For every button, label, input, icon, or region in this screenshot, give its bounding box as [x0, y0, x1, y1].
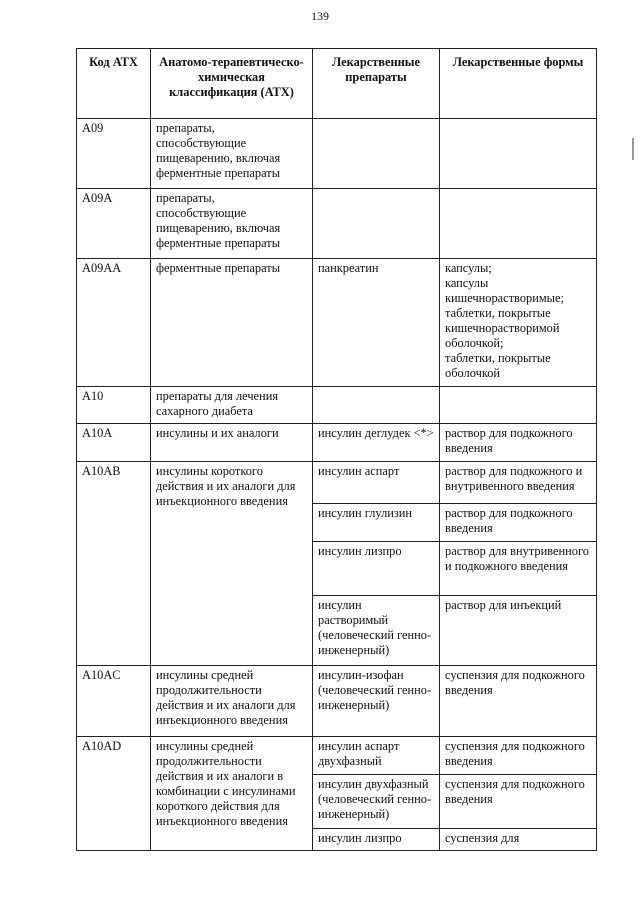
- header-drugs: Лекарственные препараты: [313, 49, 440, 119]
- dosage-form: суспензия для: [440, 829, 597, 851]
- dosage-form: капсулы; капсулы кишечнорастворимые; таблетки, покрытые кишечнорастворимой оболочкой; таблетки, покрытые оболочкой: [440, 259, 597, 387]
- table-row: [77, 189, 597, 259]
- table-row: [77, 666, 597, 737]
- atx-code: A10A: [77, 424, 151, 462]
- scan-edge-mark: [632, 138, 634, 160]
- drug-name: инсулин лизпро: [313, 542, 440, 596]
- dosage-form: раствор для внутривенного и подкожного введения: [440, 542, 597, 596]
- drug-name: инсулин деглудек <*>: [313, 424, 440, 462]
- atx-code: A09AA: [77, 259, 151, 387]
- atx-classification: инсулины средней продолжительности действия и их аналоги в комбинации с инсулинами короткого действия для инъекционного введения: [151, 737, 313, 851]
- dosage-form: [440, 189, 597, 259]
- dosage-form: раствор для инъекций: [440, 596, 597, 666]
- dosage-form: [440, 387, 597, 424]
- atx-classification: препараты для лечения сахарного диабета: [151, 387, 313, 424]
- atx-table: [76, 48, 597, 851]
- atx-classification: инсулины и их аналоги: [151, 424, 313, 462]
- dosage-form: суспензия для подкожного введения: [440, 666, 597, 737]
- table-row: [77, 387, 597, 424]
- dosage-form: [440, 119, 597, 189]
- atx-classification: препараты, способствующие пищеварению, включая ферментные препараты: [151, 189, 313, 259]
- drug-name: [313, 119, 440, 189]
- dosage-form: раствор для подкожного и внутривенного введения: [440, 462, 597, 504]
- atx-code: A09A: [77, 189, 151, 259]
- drug-name: панкреатин: [313, 259, 440, 387]
- dosage-form: суспензия для подкожного введения: [440, 737, 597, 775]
- table-row: [77, 462, 597, 504]
- header-classification: Анатомо-терапевтическо-химическая классификация (АТХ): [151, 49, 313, 119]
- drug-name: инсулин лизпро: [313, 829, 440, 851]
- drug-name: инсулин аспарт: [313, 462, 440, 504]
- atx-code: A10AC: [77, 666, 151, 737]
- atx-code: A10: [77, 387, 151, 424]
- atx-code: A10AD: [77, 737, 151, 851]
- atx-classification: инсулины средней продолжительности действия и их аналоги для инъекционного введения: [151, 666, 313, 737]
- table-row: [77, 259, 597, 387]
- table-row: [77, 737, 597, 775]
- dosage-form: суспензия для подкожного введения: [440, 775, 597, 829]
- atx-code: A09: [77, 119, 151, 189]
- drug-name: [313, 189, 440, 259]
- table-row: [77, 119, 597, 189]
- drug-name: инсулин двухфазный (человеческий генно-инженерный): [313, 775, 440, 829]
- header-forms: Лекарственные формы: [440, 49, 597, 119]
- atx-classification: препараты, способствующие пищеварению, включая ферментные препараты: [151, 119, 313, 189]
- table-header-row: [77, 49, 597, 119]
- drug-name: [313, 387, 440, 424]
- dosage-form: раствор для подкожного введения: [440, 504, 597, 542]
- drug-name: инсулин аспарт двухфазный: [313, 737, 440, 775]
- drug-name: инсулин глулизин: [313, 504, 440, 542]
- drug-name: инсулин-изофан (человеческий генно-инженерный): [313, 666, 440, 737]
- dosage-form: раствор для подкожного введения: [440, 424, 597, 462]
- table-row: [77, 424, 597, 462]
- header-code: Код АТХ: [77, 49, 151, 119]
- atx-classification: инсулины короткого действия и их аналоги для инъекционного введения: [151, 462, 313, 666]
- page-number: 139: [311, 9, 329, 23]
- atx-classification: ферментные препараты: [151, 259, 313, 387]
- drug-name: инсулин растворимый (человеческий генно-инженерный): [313, 596, 440, 666]
- atx-code: A10AB: [77, 462, 151, 666]
